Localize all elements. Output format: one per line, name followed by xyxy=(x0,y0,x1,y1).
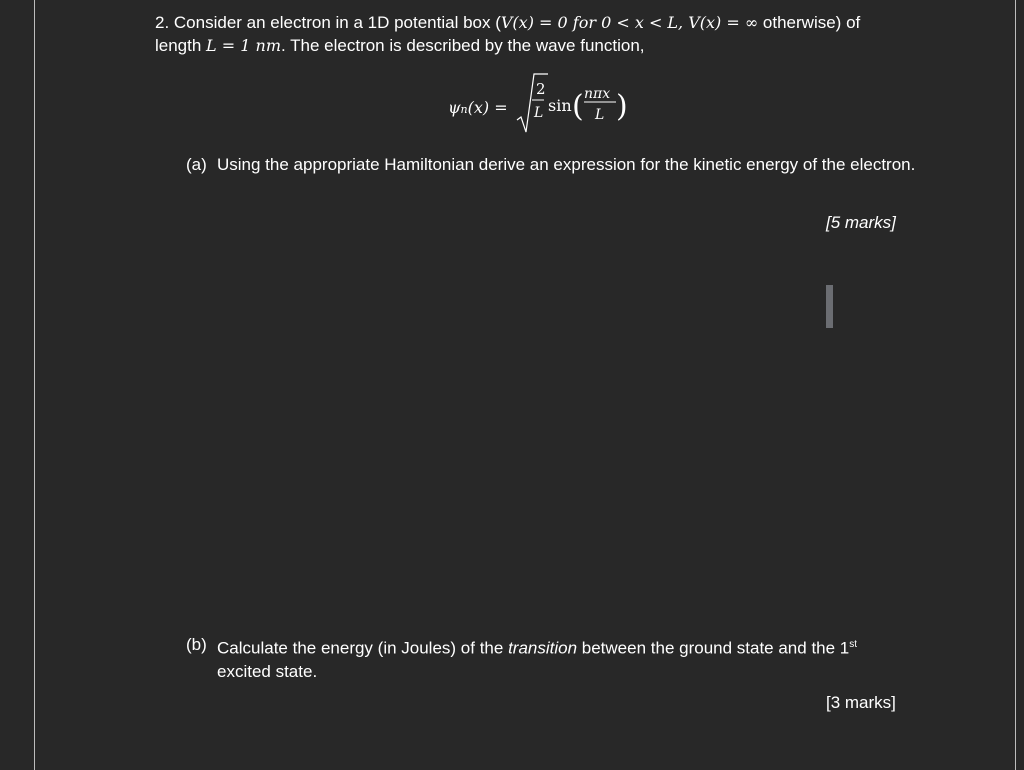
sin-function: sin xyxy=(548,96,572,115)
box-length: L = 1 nm xyxy=(206,36,281,55)
sqrt-numerator: 2 xyxy=(536,80,546,98)
sqrt-denominator: L xyxy=(534,105,544,121)
psi-subscript: n xyxy=(460,103,468,116)
question-line2-suffix: . The electron is described by the wave function, xyxy=(281,36,645,55)
part-b-text-after: between the ground state and the 1 xyxy=(577,638,850,658)
fraction-denominator: L xyxy=(595,107,605,123)
part-b-marks-text: [3 marks] xyxy=(826,693,896,712)
left-paren: ( xyxy=(572,89,584,124)
part-a-marks xyxy=(826,213,896,233)
question-intro: 2. Consider an electron in a 1D potential box ( xyxy=(155,13,501,32)
part-b-label: (b) xyxy=(186,635,207,654)
psi-argument: (x) = xyxy=(467,98,508,117)
question-otherwise: otherwise) of xyxy=(758,13,861,32)
question-line2-prefix: length xyxy=(155,36,207,55)
potential-condition: V(x) = 0 for 0 < x < L, V(x) = ∞ xyxy=(500,13,759,32)
part-b-line2: excited state. xyxy=(217,661,318,681)
left-page-border xyxy=(34,0,35,770)
part-b-text xyxy=(217,633,917,683)
part-b-emphasis: transition xyxy=(508,638,578,658)
equation-graphic xyxy=(448,72,648,142)
part-b-marks xyxy=(826,693,896,713)
part-a-marks-text: [5 marks] xyxy=(826,213,896,232)
part-b-text-before: Calculate the energy (in Joules) of the xyxy=(217,638,509,658)
psi-symbol: ψ xyxy=(448,98,461,117)
right-page-border xyxy=(1015,0,1016,770)
wave-function-equation xyxy=(448,72,648,142)
right-paren: ) xyxy=(616,89,628,124)
part-a-label: (a) xyxy=(186,155,207,174)
question-text xyxy=(155,11,955,57)
text-cursor xyxy=(826,285,833,328)
fraction-numerator: nπx xyxy=(584,86,611,102)
part-a-text: Using the appropriate Hamiltonian derive an expression for the kinetic energy of the electron. xyxy=(217,155,916,174)
part-b-superscript: st xyxy=(849,639,858,650)
